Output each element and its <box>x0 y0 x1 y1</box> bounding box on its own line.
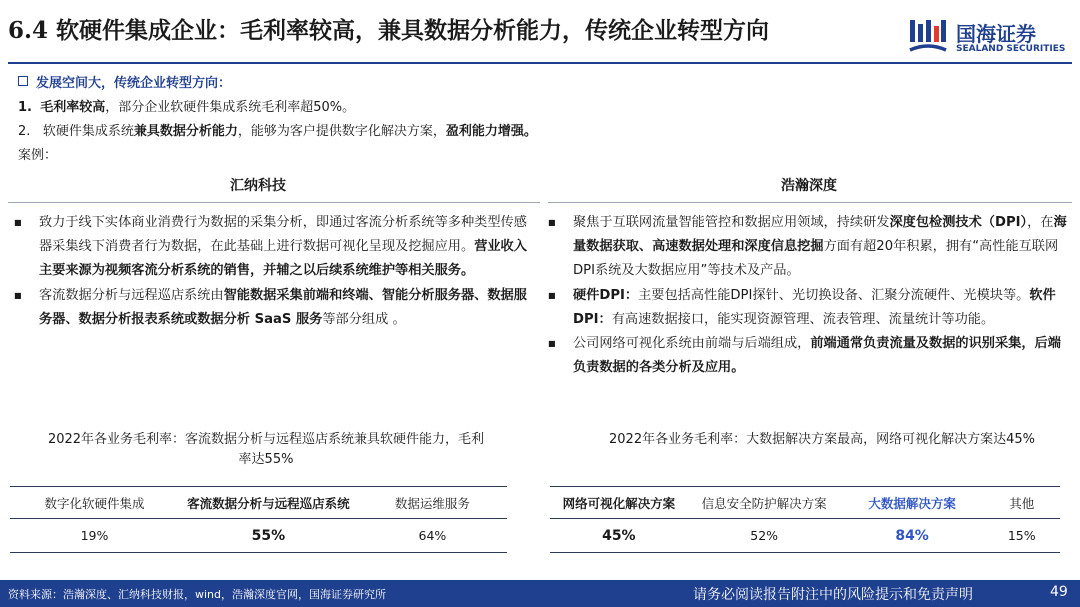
disclaimer-note: 请务必阅读报告附注中的风险提示和免责声明 <box>693 587 973 603</box>
left-bullet-1: ■ 致力于线下实体商业消费行为数据的采集分析，即通过客流分析系统等多种类型传感器采集线下消费者行为数据，在此基础上进行数据可视化呈现及挖掘应用。营业收入主要来源为视频客流分析系统的销售，并辅之以后续系统维护等相关服务。 <box>14 211 534 284</box>
page-title <box>8 12 769 45</box>
table-row <box>550 519 1060 553</box>
source-note: 资料来源：浩瀚深度、汇纳科技财报，wind，浩瀚深度官网，国海证券研究所 <box>8 588 387 601</box>
left-column-divider <box>8 202 540 203</box>
page-header <box>0 0 1080 60</box>
table-cell: 15% <box>983 519 1060 553</box>
sealand-logo-icon <box>908 16 948 56</box>
title-text: 软硬件集成企业：毛利率较高，兼具数据分析能力，传统企业转型方向 <box>56 18 770 44</box>
table-cell: 45% <box>550 519 688 553</box>
table-header-cell: 信息安全防护解决方案 <box>688 487 841 519</box>
table-row <box>10 519 507 553</box>
square-bullet-icon <box>18 76 28 86</box>
sealand-logo <box>908 16 1068 60</box>
table-header-cell: 其他 <box>983 487 1060 519</box>
table-header-cell: 数字化软硬件集成 <box>10 487 179 519</box>
right-table-caption: 2022年各业务毛利率：大数据解决方案最高，网络可视化解决方案达45% <box>609 432 1035 447</box>
intro-point-2: 2. 软硬件集成系统兼具数据分析能力，能够为客户提供数字化解决方案，盈利能力增强。 <box>18 124 537 139</box>
table-header-row <box>550 487 1060 519</box>
left-table-caption: 2022年各业务毛利率：客流数据分析与远程巡店系统兼具软硬件能力，毛利率达55% <box>47 432 485 467</box>
left-bullet-2: ■ 客流数据分析与远程巡店系统由智能数据采集前端和终端、智能分析服务器、数据服务器、数据分析报表系统或数据分析 SaaS 服务等部分组成 。 <box>14 284 534 332</box>
table-header-cell: 网络可视化解决方案 <box>550 487 688 519</box>
left-bullet-list <box>14 211 534 332</box>
intro-section <box>18 72 537 168</box>
right-margin-table <box>550 486 1060 553</box>
table-header-cell: 数据运维服务 <box>358 487 507 519</box>
title-number: 6.4 <box>8 17 49 44</box>
table-header-cell: 客流数据分析与远程巡店系统 <box>179 487 358 519</box>
table-header-row <box>10 487 507 519</box>
left-margin-table <box>10 486 507 553</box>
intro-point-1: 1. 毛利率较高，部分企业软硬件集成系统毛利率超50%。 <box>18 100 356 115</box>
table-cell: 52% <box>688 519 841 553</box>
right-bullet-2: ■ 硬件DPI：主要包括高性能DPI探针、光切换设备、汇聚分流硬件、光模块等。软件DPI：有高速数据接口，能实现资源管理、流表管理、流量统计等功能。 <box>548 284 1072 332</box>
table-cell: 64% <box>358 519 507 553</box>
case-label: 案例： <box>18 148 58 163</box>
intro-heading: 发展空间大，传统企业转型方向： <box>18 72 537 96</box>
right-company-name: 浩瀚深度 <box>781 178 837 194</box>
header-divider <box>8 62 1072 64</box>
right-column-divider <box>548 202 1072 203</box>
logo-english-name: SEALAND SECURITIES <box>956 44 1066 54</box>
right-bullet-list <box>548 211 1072 380</box>
page-footer <box>0 580 1080 607</box>
right-bullet-1: ■ 聚焦于互联网流量智能管控和数据应用领域，持续研发深度包检测技术（DPI），在海量数据获取、高速数据处理和深度信息挖掘方面有超20年积累，拥有“高性能互联网DPI系统及大数据应用”等技术及产品。 <box>548 211 1072 284</box>
right-bullet-3: ■ 公司网络可视化系统由前端与后端组成，前端通常负责流量及数据的识别采集，后端负责数据的各类分析及应用。 <box>548 332 1072 380</box>
left-company-name: 汇纳科技 <box>230 178 286 194</box>
table-cell: 84% <box>841 519 984 553</box>
table-cell: 19% <box>10 519 179 553</box>
logo-chinese-name: 国海证券 <box>956 22 1036 46</box>
page-number: 49 <box>1050 584 1068 600</box>
table-header-cell: 大数据解决方案 <box>841 487 984 519</box>
table-cell: 55% <box>179 519 358 553</box>
